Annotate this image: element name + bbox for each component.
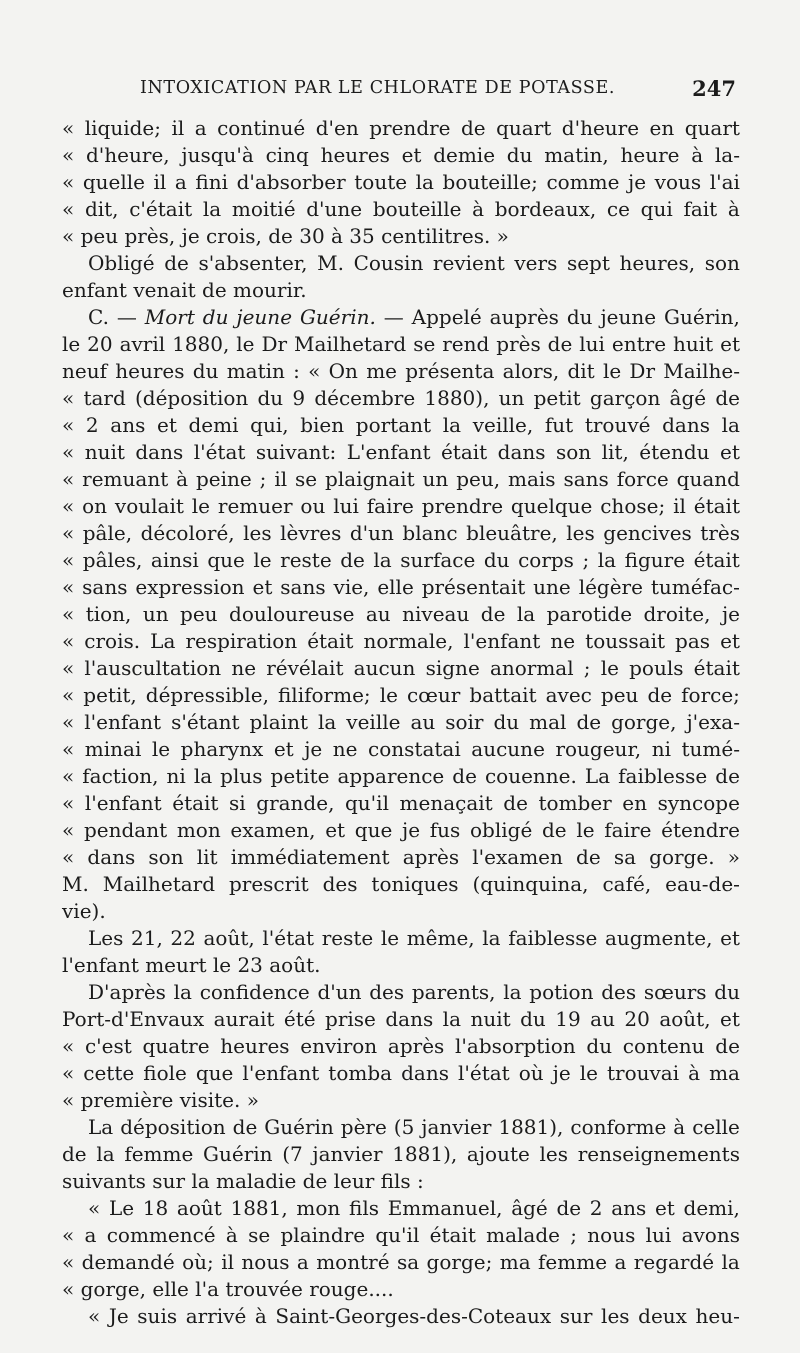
text-line: « crois. La respiration était normale, l'enfant ne toussait pas et [62,629,740,653]
text-line: Port-d'Envaux aurait été prise dans la nuit du 19 au 20 août, et [62,1007,740,1031]
text-line: enfant venait de mourir. [62,278,307,302]
text-line: « demandé où; il nous a montré sa gorge; ma femme a regardé la [62,1250,740,1274]
text-line: « petit, dépressible, filiforme; le cœur battait avec peu de force; [62,683,740,707]
text-line: suivants sur la maladie de leur fils : [62,1169,424,1193]
body-text [62,115,740,1330]
text-line: M. Mailhetard prescrit des toniques (quinquina, café, eau-de- [62,872,740,896]
text-line: « pâles, ainsi que le reste de la surface du corps ; la figure était [62,548,740,572]
text-line: « d'heure, jusqu'à cinq heures et demie du matin, heure à la- [62,143,740,167]
text-line: le 20 avril 1880, le Dr Mailhetard se rend près de lui entre huit et [62,332,740,356]
text-line: « première visite. » [62,1088,259,1112]
text-line: « gorge, elle l'a trouvée rouge.... [62,1277,394,1301]
page-header [140,74,736,108]
text-line: « tard (déposition du 9 décembre 1880), un petit garçon âgé de [62,386,740,410]
running-title: INTOXICATION PAR LE CHLORATE DE POTASSE. [140,78,616,98]
text-line: « quelle il a fini d'absorber toute la bouteille; comme je vous l'ai [62,170,740,194]
text-line: « dans son lit immédiatement après l'examen de sa gorge. » [62,845,740,869]
text-line: « l'enfant s'étant plaint la veille au soir du mal de gorge, j'exa- [62,710,740,734]
text-line: « 2 ans et demi qui, bien portant la veille, fut trouvé dans la [62,413,740,437]
text-line: « a commencé à se plaindre qu'il était malade ; nous lui avons [62,1223,740,1247]
text-line: « on voulait le remuer ou lui faire prendre quelque chose; il était [62,494,740,518]
text-line: de la femme Guérin (7 janvier 1881), ajoute les renseignements [62,1142,740,1166]
text-line: D'après la confidence d'un des parents, la potion des sœurs du [88,980,740,1004]
text-line: « minai le pharynx et je ne constatai aucune rougeur, ni tumé- [62,737,740,761]
text-line: Obligé de s'absenter, M. Cousin revient vers sept heures, son [88,251,740,275]
text-line: « pendant mon examen, et que je fus obligé de le faire étendre [62,818,740,842]
text-line: Les 21, 22 août, l'état reste le même, la faiblesse augmente, et [88,926,740,950]
text-line: « remuant à peine ; il se plaignait un peu, mais sans force quand [62,467,740,491]
text-line: « Le 18 août 1881, mon fils Emmanuel, âgé de 2 ans et demi, [88,1196,740,1220]
text-line: « dit, c'était la moitié d'une bouteille à bordeaux, ce qui fait à [62,197,740,221]
text-line: « faction, ni la plus petite apparence de couenne. La faiblesse de [62,764,740,788]
text-line: « liquide; il a continué d'en prendre de quart d'heure en quart [62,116,740,140]
page-number: 247 [692,76,736,101]
text-line: « l'auscultation ne révélait aucun signe anormal ; le pouls était [62,656,740,680]
text-line: l'enfant meurt le 23 août. [62,953,321,977]
text-line: neuf heures du matin : « On me présenta alors, dit le Dr Mailhe- [62,359,740,383]
text-line: « cette fiole que l'enfant tomba dans l'état où je le trouvai à ma [62,1061,740,1085]
text-line: « c'est quatre heures environ après l'absorption du contenu de [62,1034,740,1058]
text-line: « pâle, décoloré, les lèvres d'un blanc bleuâtre, les gencives très [62,521,740,545]
text-line: « Je suis arrivé à Saint-Georges-des-Coteaux sur les deux heu- [88,1304,740,1328]
text-line: vie). [62,899,106,923]
text-line: « nuit dans l'état suivant: L'enfant était dans son lit, étendu et [62,440,740,464]
text-line: « tion, un peu douloureuse au niveau de la parotide droite, je [62,602,740,626]
text-line: C. — Mort du jeune Guérin. — Appelé auprès du jeune Guérin, [88,305,740,329]
text-line: « peu près, je crois, de 30 à 35 centilitres. » [62,224,509,248]
text-line: La déposition de Guérin père (5 janvier 1881), conforme à celle [88,1115,740,1139]
text-line: « sans expression et sans vie, elle présentait une légère tuméfac- [62,575,740,599]
text-line: « l'enfant était si grande, qu'il menaçait de tomber en syncope [62,791,740,815]
